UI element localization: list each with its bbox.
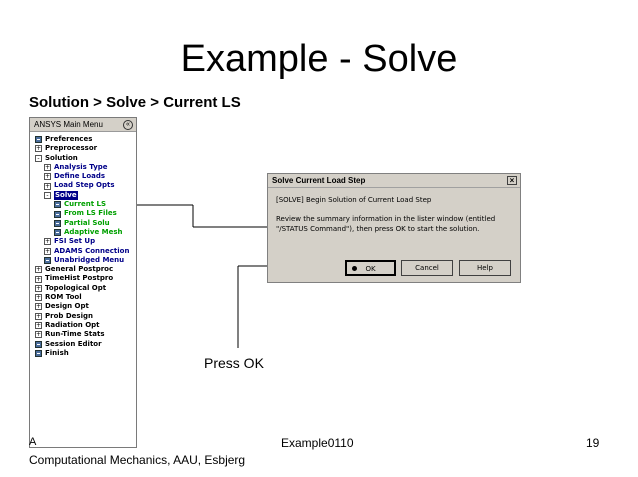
dialog-message-heading: [SOLVE] Begin Solution of Current Load Step <box>276 196 432 204</box>
menu-item-label: Partial Solu <box>64 218 110 227</box>
menu-item-unabridged-menu[interactable] <box>30 256 136 265</box>
help-button[interactable] <box>459 260 511 276</box>
document-icon <box>54 201 61 208</box>
menu-item-define-loads[interactable] <box>30 172 136 181</box>
ok-button-label: OK <box>365 265 376 273</box>
menu-item-topological-opt[interactable] <box>30 284 136 293</box>
dialog-body <box>271 191 517 250</box>
solve-dialog <box>267 173 521 283</box>
menu-item-preferences[interactable] <box>30 135 136 144</box>
expand-icon[interactable]: + <box>36 275 42 283</box>
menu-item-analysis-type[interactable] <box>30 163 136 172</box>
expand-icon[interactable]: + <box>36 145 42 153</box>
dialog-message-text: Review the summary information in the lister window (entitled "/STATUS Command"), then press OK to start the solution. <box>276 215 496 233</box>
menu-item-label: General Postproc <box>45 265 114 274</box>
menu-item-label: ADAMS Connection <box>54 246 130 255</box>
slide-subtitle: Solution > Solve > Current LS <box>29 94 241 111</box>
cancel-button-label: Cancel <box>415 264 439 272</box>
document-icon <box>35 341 42 348</box>
menu-item-from-ls-files[interactable] <box>30 209 136 218</box>
footer-institution: Computational Mechanics, AAU, Esbjerg <box>29 453 246 467</box>
menu-item-current-ls[interactable] <box>30 200 136 209</box>
expand-icon[interactable]: + <box>36 331 42 339</box>
collapse-tree-icon[interactable]: - <box>35 155 42 162</box>
menu-item-label: Preferences <box>45 135 93 143</box>
dialog-button-row <box>268 258 522 278</box>
expand-icon[interactable]: + <box>36 303 42 311</box>
document-icon <box>35 350 42 357</box>
cancel-button[interactable] <box>401 260 453 276</box>
document-icon <box>35 136 42 143</box>
footer-example-name: Example0110 <box>281 436 354 450</box>
collapse-icon[interactable]: « <box>123 120 133 130</box>
menu-item-solution[interactable] <box>30 154 136 163</box>
menu-item-session-editor[interactable] <box>30 340 136 349</box>
menu-item-label: Radiation Opt <box>45 320 100 329</box>
slide-title: Example - Solve <box>180 38 458 80</box>
menu-item-adams-connection[interactable] <box>30 247 136 256</box>
menu-item-preprocessor[interactable] <box>30 144 136 153</box>
menu-tree <box>30 132 136 358</box>
collapse-tree-icon[interactable]: - <box>44 192 51 199</box>
menu-item-label: Define Loads <box>54 172 106 181</box>
press-ok-caption: Press OK <box>204 355 264 371</box>
document-icon <box>44 257 51 264</box>
menu-item-label: FSI Set Up <box>54 237 96 246</box>
expand-icon[interactable]: + <box>36 312 42 320</box>
menu-item-load-step-opts[interactable] <box>30 181 136 190</box>
expand-icon[interactable]: + <box>36 266 42 274</box>
menu-item-prob-design[interactable] <box>30 312 136 321</box>
document-icon <box>54 229 61 236</box>
menu-item-partial-solu[interactable] <box>30 219 136 228</box>
menu-item-label: Solve <box>55 190 77 199</box>
menu-item-radiation-opt[interactable] <box>30 321 136 330</box>
menu-item-label: Solution <box>45 153 78 162</box>
expand-icon[interactable]: + <box>45 247 51 255</box>
menu-item-label: Load Step Opts <box>54 181 115 190</box>
dialog-titlebar <box>268 174 520 188</box>
menu-item-run-time-stats[interactable] <box>30 330 136 339</box>
expand-icon[interactable]: + <box>45 238 51 246</box>
menu-item-label: TimeHist Postpro <box>45 274 114 283</box>
menu-item-label: Topological Opt <box>45 283 107 292</box>
close-icon[interactable]: × <box>507 176 517 185</box>
expand-icon[interactable]: + <box>45 164 51 172</box>
ok-button[interactable] <box>345 260 396 276</box>
menu-item-design-opt[interactable] <box>30 302 136 311</box>
menu-item-label: From LS Files <box>64 209 117 218</box>
menu-item-label: Run-Time Stats <box>45 330 105 339</box>
footer-clipped-char: A <box>29 436 37 448</box>
expand-icon[interactable]: + <box>45 182 51 190</box>
menu-title: ANSYS Main Menu <box>34 120 103 129</box>
pointer-dot-icon <box>352 266 357 271</box>
menu-item-solve[interactable] <box>30 191 136 200</box>
document-icon <box>54 211 61 218</box>
menu-item-label: Design Opt <box>45 302 89 311</box>
menu-item-fsi-set-up[interactable] <box>30 237 136 246</box>
expand-icon[interactable]: + <box>45 173 51 181</box>
menu-item-general-postproc[interactable] <box>30 265 136 274</box>
menu-item-label: Current LS <box>64 200 107 209</box>
menu-item-label: Session Editor <box>45 339 102 348</box>
help-button-label: Help <box>477 264 493 272</box>
menu-item-timehist-postpro[interactable] <box>30 274 136 283</box>
menu-item-label: Preprocessor <box>45 144 98 153</box>
ansys-main-menu <box>29 117 137 448</box>
menu-item-label: Adaptive Mesh <box>64 227 123 236</box>
document-icon <box>54 220 61 227</box>
menu-item-label: Analysis Type <box>54 162 108 171</box>
expand-icon[interactable]: + <box>36 284 42 292</box>
footer-page-number: 19 <box>586 436 600 450</box>
menu-item-finish[interactable] <box>30 349 136 358</box>
menu-item-rom-tool[interactable] <box>30 293 136 302</box>
menu-item-label: Prob Design <box>45 311 93 320</box>
menu-item-label: Unabridged Menu <box>54 255 125 264</box>
menu-item-label: Finish <box>45 348 69 357</box>
dialog-title: Solve Current Load Step <box>272 176 366 185</box>
menu-titlebar <box>30 118 136 132</box>
expand-icon[interactable]: + <box>36 322 42 330</box>
expand-icon[interactable]: + <box>36 294 42 302</box>
menu-item-adaptive-mesh[interactable] <box>30 228 136 237</box>
menu-item-label: ROM Tool <box>45 293 82 302</box>
